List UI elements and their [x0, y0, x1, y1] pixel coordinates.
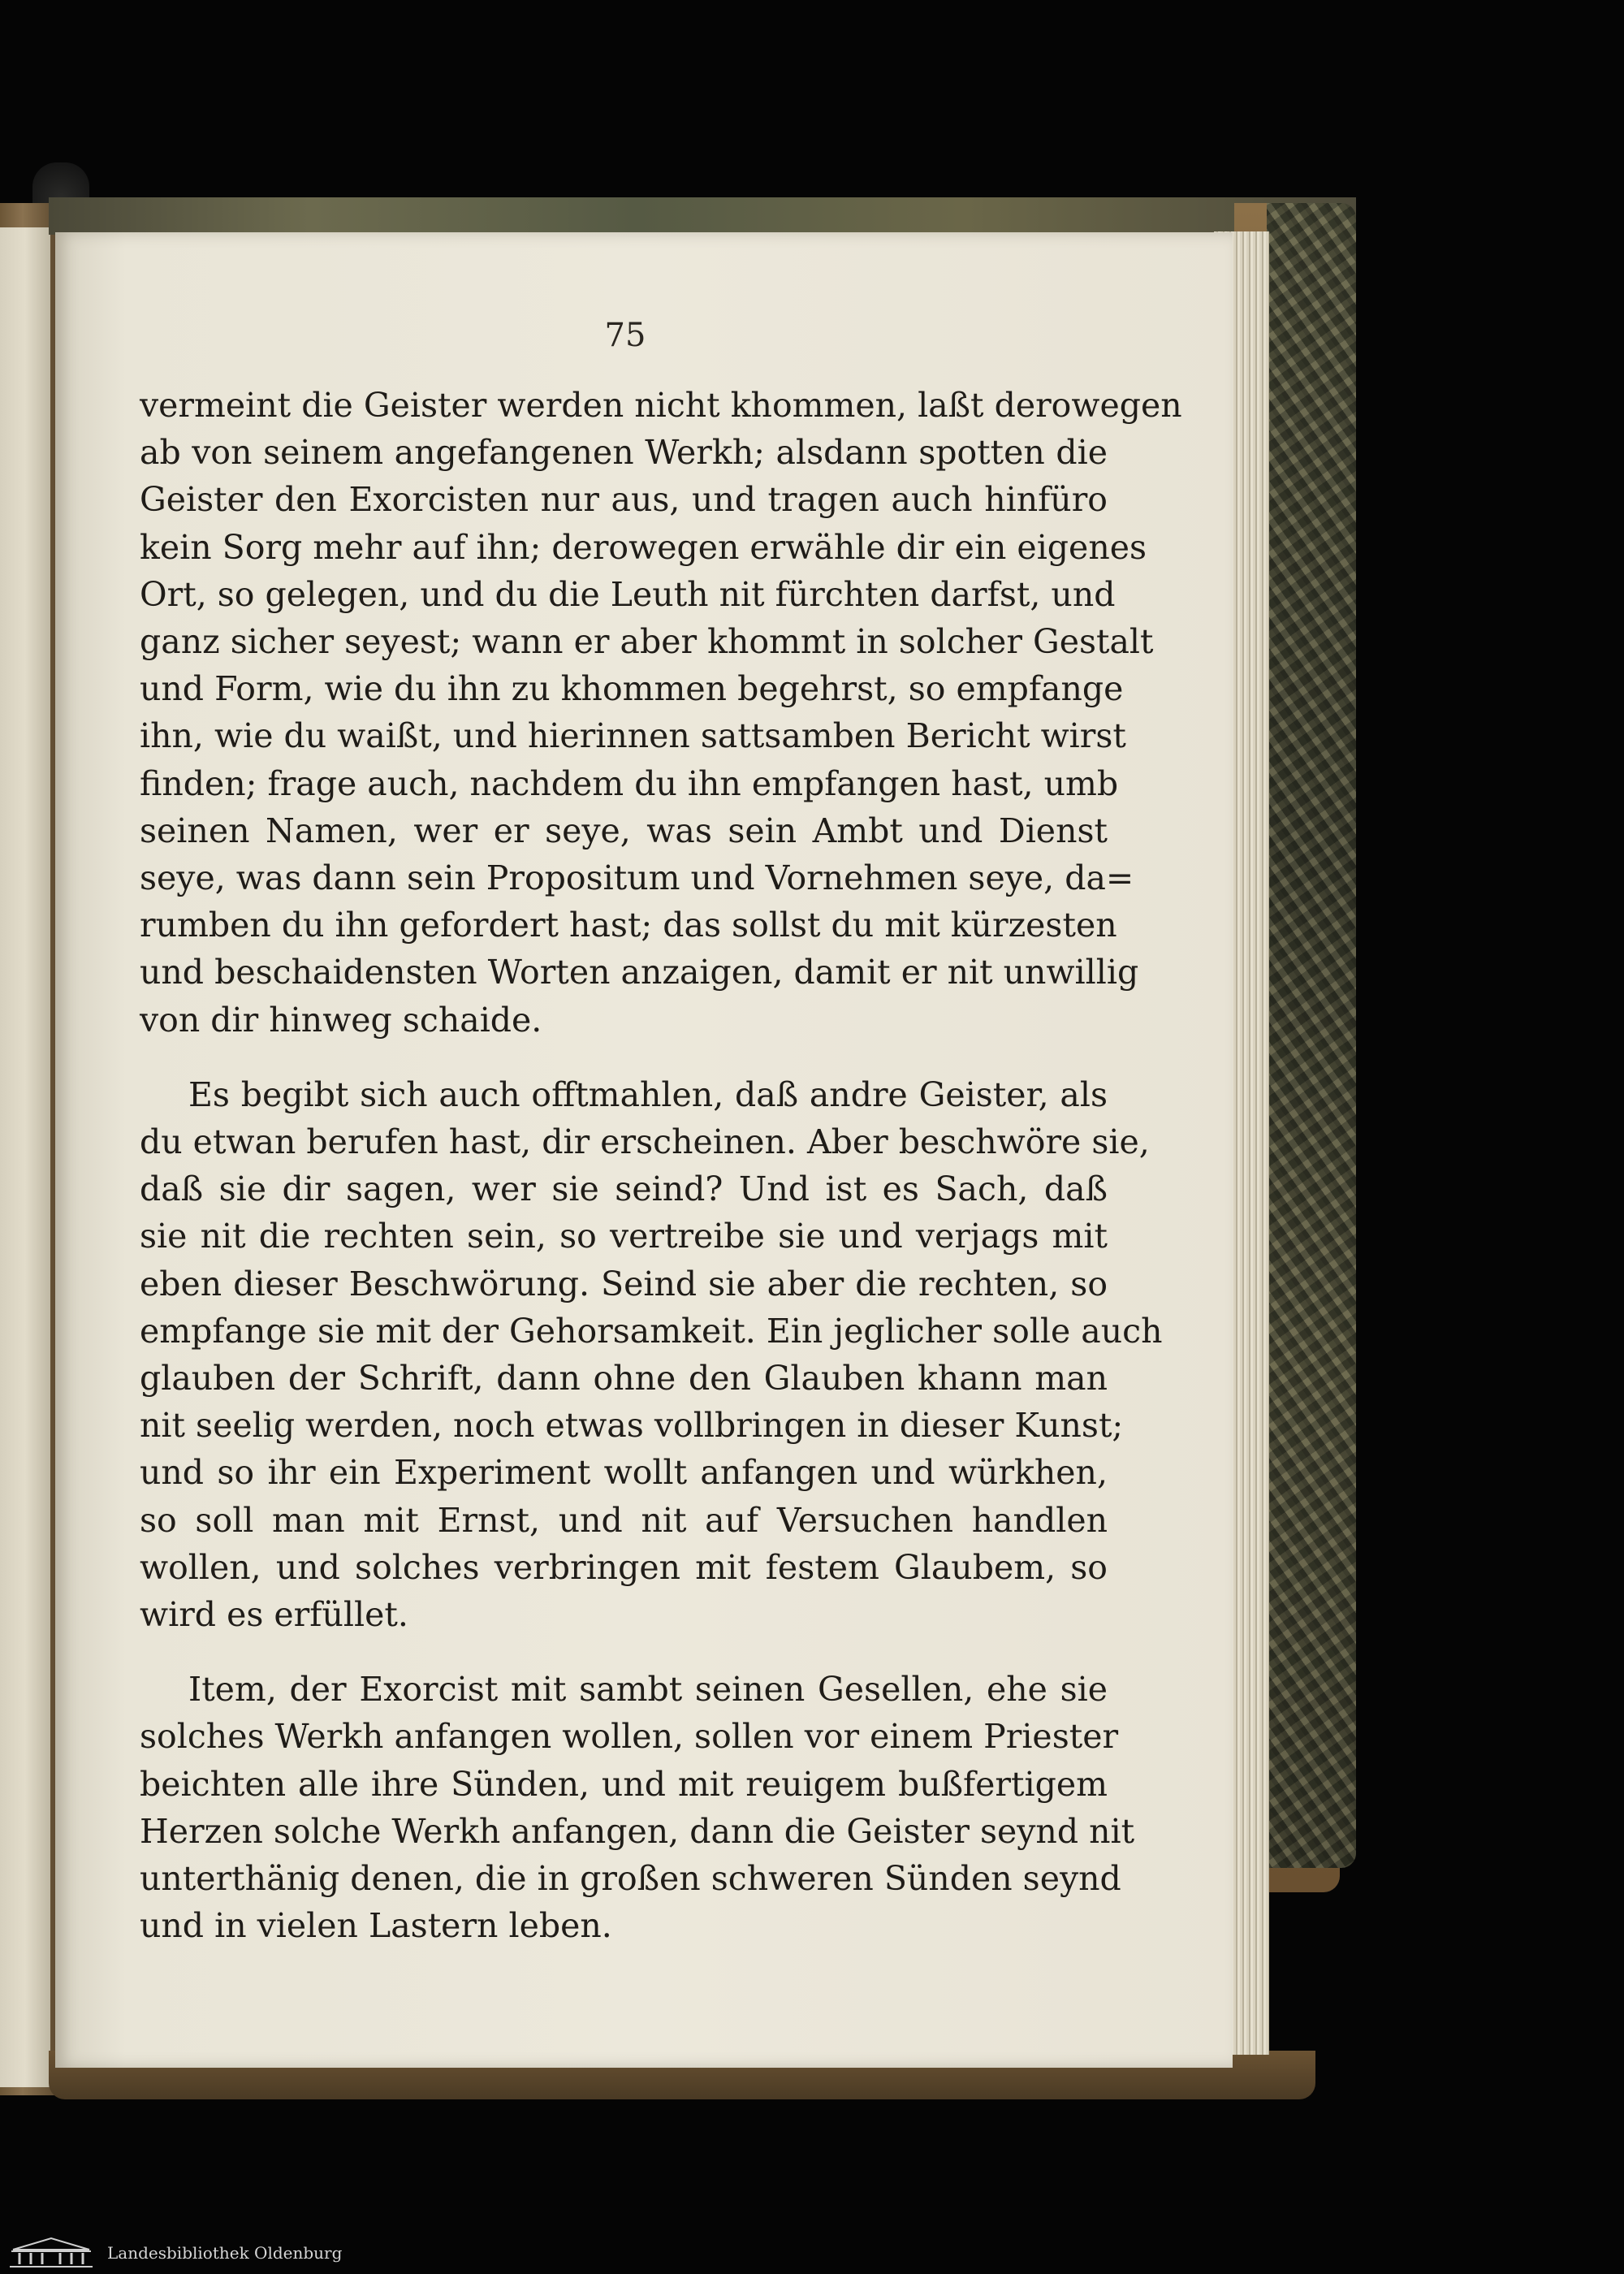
text-line: und Form, wie du ihn zu khommen begehrst, so empfange: [140, 669, 1124, 709]
text-line: empfange sie mit der Gehorsamkeit. Ein jeglicher solle auch: [140, 1311, 1163, 1351]
text-line: unterthänig denen, die in großen schweren Sünden seynd: [140, 1859, 1121, 1899]
text-line: du etwan berufen hast, dir erscheinen. Aber beschwöre sie,: [140, 1122, 1150, 1162]
text-line: glauben der Schrift, dann ohne den Glauben khann man: [140, 1359, 1108, 1399]
paragraph: [140, 382, 1182, 1044]
paragraph: [140, 1071, 1163, 1638]
cover-right-marbled: [1267, 203, 1356, 1868]
text-line: beichten alle ihre Sünden, und mit reuigem bußfertigem: [140, 1764, 1108, 1804]
text-line: so soll man mit Ernst, und nit auf Versuchen handlen: [140, 1500, 1108, 1540]
text-line: Item, der Exorcist mit sambt seinen Gesellen, ehe sie: [188, 1670, 1108, 1710]
text-line: seinen Namen, wer er seye, was sein Ambt und Dienst: [140, 811, 1108, 850]
text-line: und beschaidensten Worten anzaigen, damit er nit unwillig: [140, 953, 1139, 992]
text-line: solches Werkh anfangen wollen, sollen vor einem Priester: [140, 1717, 1119, 1757]
text-line: wollen, und solches verbringen mit festem Glaubem, so: [140, 1547, 1108, 1587]
text-line: nit seelig werden, noch etwas vollbringen in dieser Kunst;: [140, 1406, 1124, 1446]
text-line: ganz sicher seyest; wann er aber khommt in solcher Gestalt: [140, 622, 1154, 662]
page-number: 75: [604, 317, 646, 354]
page-text: [140, 382, 1182, 1950]
facing-page-edge: [0, 227, 50, 2087]
text-line: von dir hinweg schaide.: [140, 1000, 542, 1040]
text-line: rumben du ihn gefordert hast; das sollst du mit kürzesten: [140, 906, 1117, 945]
text-line: Herzen solche Werkh anfangen, dann die Geister seynd nit: [140, 1811, 1135, 1851]
cover-top-marbled: [49, 197, 1356, 235]
text-line: ihn, wie du waißt, und hierinnen sattsamben Bericht wirst: [140, 716, 1126, 756]
text-line: daß sie dir sagen, wer sie seind? Und ist es Sach, daß: [140, 1169, 1108, 1209]
library-name: Landesbibliothek Oldenburg: [107, 2243, 343, 2263]
text-line: seye, was dann sein Propositum und Vornehmen seye, da=: [140, 858, 1134, 898]
text-line: und so ihr ein Experiment wollt anfangen und würkhen,: [140, 1453, 1108, 1493]
text-line: ab von seinem angefangenen Werkh; alsdann spotten die: [140, 433, 1108, 473]
text-line: und in vielen Lastern leben.: [140, 1906, 612, 1946]
text-line: Es begibt sich auch offtmahlen, daß andre Geister, als: [188, 1074, 1108, 1114]
text-line: Ort, so gelegen, und du die Leuth nit fürchten darfst, und: [140, 574, 1116, 614]
text-line: eben dieser Beschwörung. Seind sie aber die rechten, so: [140, 1264, 1108, 1303]
text-line: vermeint die Geister werden nicht khommen, laßt derowegen: [140, 386, 1182, 425]
library-building-icon: [6, 2237, 96, 2269]
paragraph: [140, 1666, 1135, 1949]
text-line: finden; frage auch, nachdem du ihn empfangen hast, umb: [140, 763, 1119, 803]
text-line: kein Sorg mehr auf ihn; derowegen erwähle dir ein eigenes: [140, 527, 1147, 567]
text-line: sie nit die rechten sein, so vertreibe sie und verjags mit: [140, 1217, 1108, 1256]
text-line: Geister den Exorcisten nur aus, und tragen auch hinfüro: [140, 480, 1108, 520]
text-line: wird es erfüllet.: [140, 1595, 408, 1635]
